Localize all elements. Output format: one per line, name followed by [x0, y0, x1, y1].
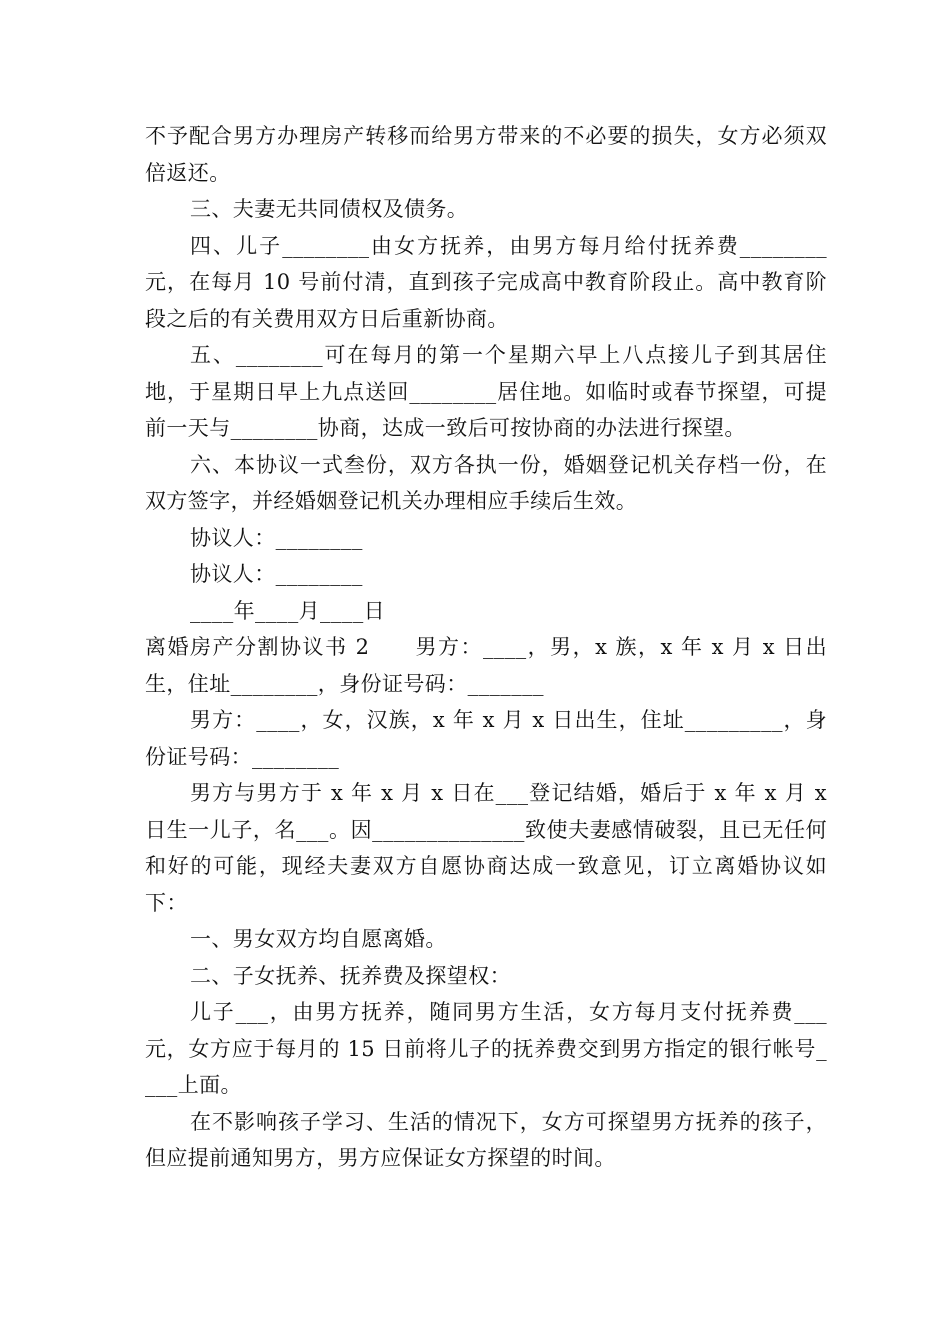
visitation-paragraph: 在不影响孩子学习、生活的情况下，女方可探望男方抚养的孩子，但应提前通知男方，男方应保证女方探望的时间。 — [145, 1109, 827, 1170]
party-b-info: 男方：____，女，汉族，x 年 x 月 x 日出生，住址_________，身份证号码：________ — [145, 708, 827, 769]
child-support-paragraph: 儿子___，由男方抚养，随同男方生活，女方每月支付抚养费___元，女方应于每月的 15 日前将儿子的抚养费交到男方指定的银行帐号____上面。 — [145, 1000, 827, 1097]
marriage-background: 男方与男方于 x 年 x 月 x 日在___登记结婚，婚后于 x 年 x 月 x 日生一儿子，名___。因______________致使夫妻感情破裂，且已无任何和好的可能，现经夫妻双方自愿协商达成一致意见，订立离婚协议如下： — [145, 781, 827, 915]
signature-line-2: 协议人：________ — [190, 562, 363, 586]
clause-1-divorce: 一、男女双方均自愿离婚。 — [190, 927, 447, 951]
agreement-2-heading-party-a: 离婚房产分割协议书 2 男方：____，男，x 族，x 年 x 月 x 日出生，住址________，身份证号码：_______ — [145, 635, 827, 696]
signature-line-1: 协议人：________ — [190, 525, 363, 550]
paragraph-clause-3: 三、夫妻无共同债权及债务。 — [190, 197, 469, 221]
paragraph-clause-4: 四、儿子________由女方抚养，由男方每月给付抚养费________元，在每月 10 号前付清，直到孩子完成高中教育阶段止。高中教育阶段之后的有关费用双方日后重新协商。 — [145, 233, 827, 331]
document-body — [145, 118, 827, 1177]
clause-2-heading: 二、子女抚养、抚养费及探望权： — [190, 963, 511, 988]
paragraph-clause-6: 六、本协议一式叁份，双方各执一份，婚姻登记机关存档一份，在双方签字，并经婚姻登记机关办理相应手续后生效。 — [145, 452, 827, 513]
date-line: ____年____月____日 — [190, 598, 385, 623]
paragraph-clause-5: 五、________可在每月的第一个星期六早上八点接儿子到其居住地，于星期日早上九点送回________居住地。如临时或春节探望，可提前一天与________协商，达成一致后可按协商的办法进行探望。 — [145, 343, 827, 440]
paragraph-property-compensation: 不予配合男方办理房产转移而给男方带来的不必要的损失，女方必须双倍返还。 — [145, 124, 827, 185]
